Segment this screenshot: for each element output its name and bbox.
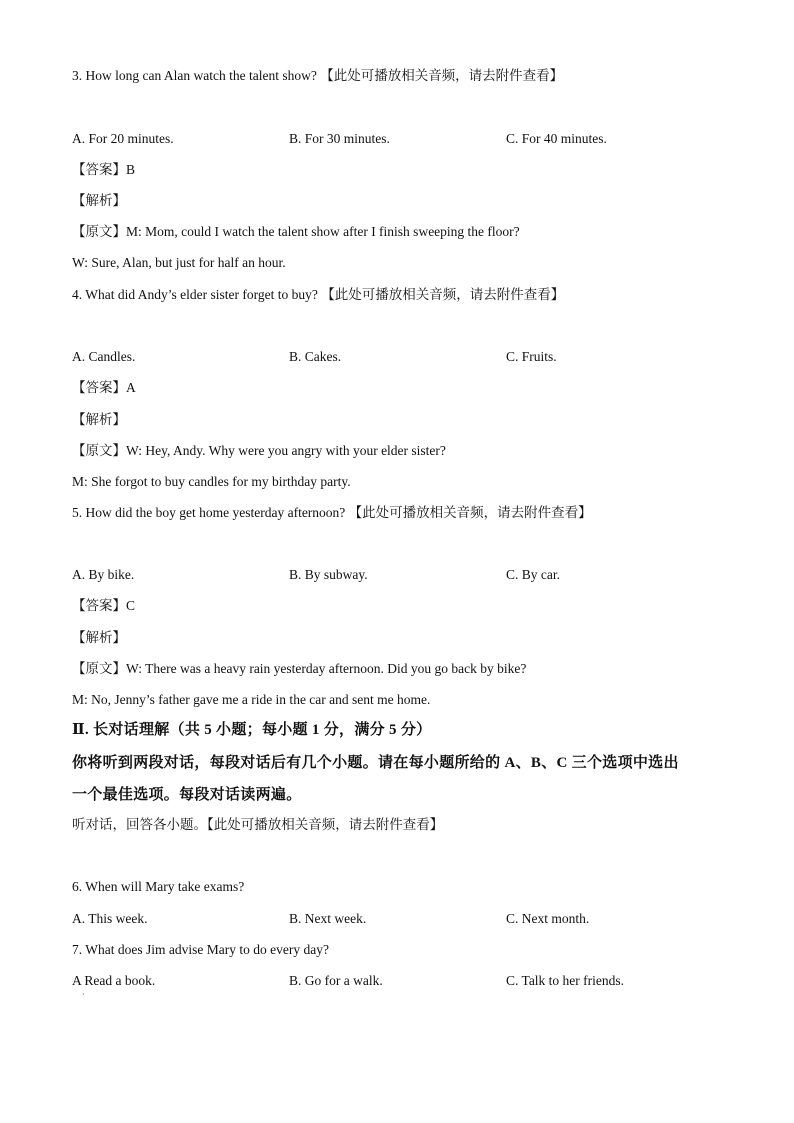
q4-transcript-line-2: M: She forgot to buy candles for my birthday party.	[72, 474, 351, 489]
q5-option-a: A. By bike.	[72, 567, 135, 582]
q7-option-c: C. Talk to her friends.	[506, 973, 625, 988]
question-5: 5. How did the boy get home yesterday afternoon? 【此处可播放相关音频，请去附件查看】	[72, 505, 592, 520]
section-2-instruction-1: 你将听到两段对话，每段对话后有几个小题。请在每小题所给的 A、B、C 三个选项中选出	[72, 755, 679, 771]
footer-mark: ·	[82, 990, 85, 999]
section-2-instruction-2: 一个最佳选项。每段对话读两遍。	[72, 787, 302, 803]
q5-transcript-line-2: M: No, Jenny’s father gave me a ride in the car and sent me home.	[72, 692, 431, 707]
q7-option-a: A Read a book.	[72, 973, 156, 988]
q3-transcript-line-1: 【原文】M: Mom, could I watch the talent show after I finish sweeping the floor?	[72, 224, 520, 239]
q6-option-b: B. Next week.	[289, 911, 367, 926]
section-2-heading: Ⅱ. 长对话理解（共 5 小题；每小题 1 分，满分 5 分）	[72, 722, 432, 738]
q3-analysis: 【解析】	[72, 193, 126, 208]
q4-option-b: B. Cakes.	[289, 349, 342, 364]
q3-answer: 【答案】B	[72, 162, 136, 177]
question-3: 3. How long can Alan watch the talent show? 【此处可播放相关音频，请去附件查看】	[72, 68, 564, 83]
q3-option-a: A. For 20 minutes.	[72, 131, 174, 146]
q5-transcript-line-1: 【原文】W: There was a heavy rain yesterday afternoon. Did you go back by bike?	[72, 661, 527, 676]
q5-option-c: C. By car.	[506, 567, 560, 582]
question-6: 6. When will Mary take exams?	[72, 879, 245, 894]
q5-option-b: B. By subway.	[289, 567, 368, 582]
question-7: 7. What does Jim advise Mary to do every day?	[72, 942, 329, 957]
q4-answer: 【答案】A	[72, 380, 136, 395]
q5-analysis: 【解析】	[72, 630, 126, 645]
q3-option-b: B. For 30 minutes.	[289, 131, 390, 146]
q4-option-a: A. Candles.	[72, 349, 136, 364]
q7-option-b: B. Go for a walk.	[289, 973, 383, 988]
q4-analysis: 【解析】	[72, 412, 126, 427]
q6-option-a: A. This week.	[72, 911, 148, 926]
q3-transcript-line-2: W: Sure, Alan, but just for half an hour.	[72, 255, 286, 270]
q6-option-c: C. Next month.	[506, 911, 590, 926]
q4-option-c: C. Fruits.	[506, 349, 557, 364]
section-2-audio-note: 听对话，回答各小题。【此处可播放相关音频，请去附件查看】	[72, 817, 444, 832]
q4-transcript-line-1: 【原文】W: Hey, Andy. Why were you angry with your elder sister?	[72, 443, 446, 458]
q3-option-c: C. For 40 minutes.	[506, 131, 607, 146]
question-4: 4. What did Andy’s elder sister forget to buy? 【此处可播放相关音频，请去附件查看】	[72, 287, 565, 302]
q5-answer: 【答案】C	[72, 598, 136, 613]
